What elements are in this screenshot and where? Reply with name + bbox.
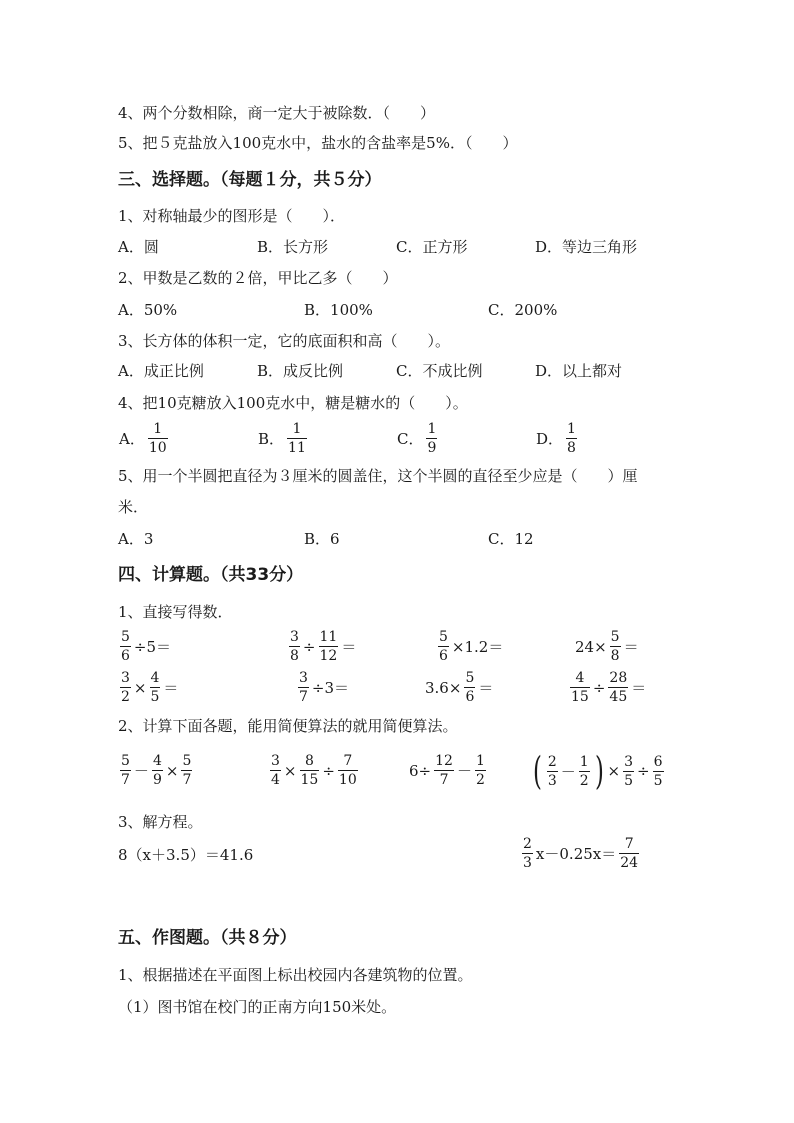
- fraction: $\frac{3}{7}$: [299, 670, 308, 705]
- q2-option-c: C．200%: [488, 301, 558, 319]
- mental-calc-4: 24× $\frac{5}{8}$ ＝: [575, 629, 639, 664]
- fraction: 1 9: [427, 421, 437, 456]
- drawing-question-1-part-1: （1）图书馆在校门的正南方向150米处。: [118, 998, 397, 1016]
- fraction: $\frac{4}{5}$: [150, 670, 160, 705]
- mental-calc-3: $\frac{5}{6}$ ×1.2＝: [439, 629, 504, 664]
- fraction: 7 24: [620, 836, 639, 871]
- judge-question-4: 4、两个分数相除，商一定大于被除数．（ ）: [118, 104, 436, 122]
- q4-option-d: D． 1 8: [536, 421, 576, 456]
- q5-option-a: A．3: [118, 530, 154, 548]
- q5-option-b: B．6: [304, 530, 340, 548]
- fraction: 1 10: [148, 421, 167, 456]
- fraction: 1 8: [567, 421, 576, 456]
- fraction: $\frac{4}{9}$: [152, 753, 162, 788]
- fraction: $\frac{3}{5}$: [624, 753, 634, 789]
- drawing-question-1: 1、根据描述在平面图上标出校园内各建筑物的位置。: [118, 966, 473, 984]
- simplify-calc-2: $\frac{3}{4}$ × $\frac{8}{15}$ ÷ $\frac{7}{10}$: [271, 753, 357, 788]
- q1-option-c: C．正方形: [396, 238, 468, 256]
- fraction: $\frac{5}{6}$: [121, 629, 130, 664]
- mental-calc-2: $\frac{3}{8}$ ÷ $\frac{11}{12}$ ＝: [290, 629, 357, 664]
- choice-question-2: 2、甲数是乙数的２倍，甲比乙多（ ）: [118, 269, 398, 287]
- q5-option-c: C．12: [488, 530, 534, 548]
- choice-question-5-line1: 5、用一个半圆把直径为３厘米的圆盖住，这个半圆的直径至少应是（ ）厘: [118, 467, 638, 485]
- choice-question-5-line2: 米．: [118, 498, 149, 516]
- q2-option-a: A．50%: [118, 301, 178, 319]
- fraction: $\frac{8}{15}$: [300, 753, 319, 788]
- q4-option-b: B． 1 11: [258, 421, 306, 456]
- mental-calc-8: $\frac{4}{15}$ ÷ $\frac{28}{45}$ ＝: [571, 670, 647, 705]
- choice-question-4: 4、把10克糖放入100克水中，糖是糖水的（ ）。: [118, 394, 468, 412]
- q1-option-b: B．长方形: [257, 238, 329, 256]
- mental-calc-7: 3.6× $\frac{5}{6}$ ＝: [425, 670, 494, 705]
- q4-option-c: C． 1 9: [397, 421, 437, 456]
- fraction: $\frac{3}{8}$: [290, 629, 299, 664]
- fraction: $\frac{4}{15}$: [571, 670, 589, 705]
- fraction: $\frac{28}{45}$: [609, 670, 628, 705]
- equation-1: 8（x＋3.5）＝41.6: [118, 846, 254, 864]
- fraction: 2 3: [547, 753, 557, 789]
- fraction: $\frac{5}{6}$: [465, 670, 475, 705]
- q3-option-a: A．成正比例: [118, 362, 204, 380]
- simplify-calc-4: ( 2 3 － 1 2 ) × $\frac{3}{5}$ ÷ $\frac{6}{5}$: [532, 749, 663, 793]
- q3-option-d: D．以上都对: [535, 362, 623, 380]
- q3-option-b: B．成反比例: [257, 362, 344, 380]
- section-4-title: 四、计算题。（共33分）: [118, 565, 304, 585]
- fraction: $\frac{3}{2}$: [121, 670, 130, 705]
- mental-calc-5: $\frac{3}{2}$ × $\frac{4}{5}$ ＝: [121, 670, 179, 705]
- fraction: $\frac{12}{7}$: [435, 753, 453, 788]
- fraction: 1 2: [475, 753, 485, 788]
- calc-part-2-label: 2、计算下面各题，能用简便算法的就用简便算法。: [118, 717, 458, 735]
- fraction: 5 7: [121, 753, 130, 788]
- judge-question-5: 5、把５克盐放入100克水中，盐水的含盐率是5%．（ ）: [118, 134, 518, 152]
- calc-part-1-label: 1、直接写得数．: [118, 603, 233, 621]
- mental-calc-1: $\frac{5}{6}$ ÷5＝: [121, 629, 172, 664]
- q4-option-a: A． 1 10: [119, 421, 167, 456]
- simplify-calc-3: 6÷ $\frac{12}{7}$ － 1 2: [409, 753, 485, 788]
- q1-option-d: D．等边三角形: [535, 238, 638, 256]
- fraction: 1 2: [579, 753, 589, 789]
- choice-question-3: 3、长方体的体积一定，它的底面积和高（ ）。: [118, 332, 451, 350]
- section-5-title: 五、作图题。（共８分）: [118, 928, 297, 948]
- fraction: 2 3: [523, 836, 532, 871]
- fraction: $\frac{6}{5}$: [653, 753, 663, 789]
- calc-part-3-label: 3、解方程。: [118, 813, 203, 831]
- fraction: $\frac{5}{8}$: [610, 629, 620, 664]
- fraction: $\frac{5}{7}$: [182, 753, 192, 788]
- section-3-title: 三、选择题。（每题１分，共５分）: [118, 170, 382, 190]
- q1-option-a: A．圆: [118, 238, 159, 256]
- fraction: $\frac{7}{10}$: [338, 753, 357, 788]
- mental-calc-6: $\frac{3}{7}$ ÷3＝: [299, 670, 350, 705]
- q2-option-b: B．100%: [304, 301, 373, 319]
- simplify-calc-1: 5 7 － $\frac{4}{9}$ × $\frac{5}{7}$: [121, 753, 192, 788]
- fraction: $\frac{5}{6}$: [439, 629, 448, 664]
- equation-2: 2 3 x－0.25x＝ 7 24: [523, 836, 639, 871]
- fraction: $\frac{3}{4}$: [271, 753, 280, 788]
- fraction: $\frac{11}{12}$: [319, 629, 338, 664]
- fraction: 1 11: [288, 421, 306, 456]
- q3-option-c: C．不成比例: [396, 362, 483, 380]
- choice-question-1: 1、对称轴最少的图形是（ ）．: [118, 207, 346, 225]
